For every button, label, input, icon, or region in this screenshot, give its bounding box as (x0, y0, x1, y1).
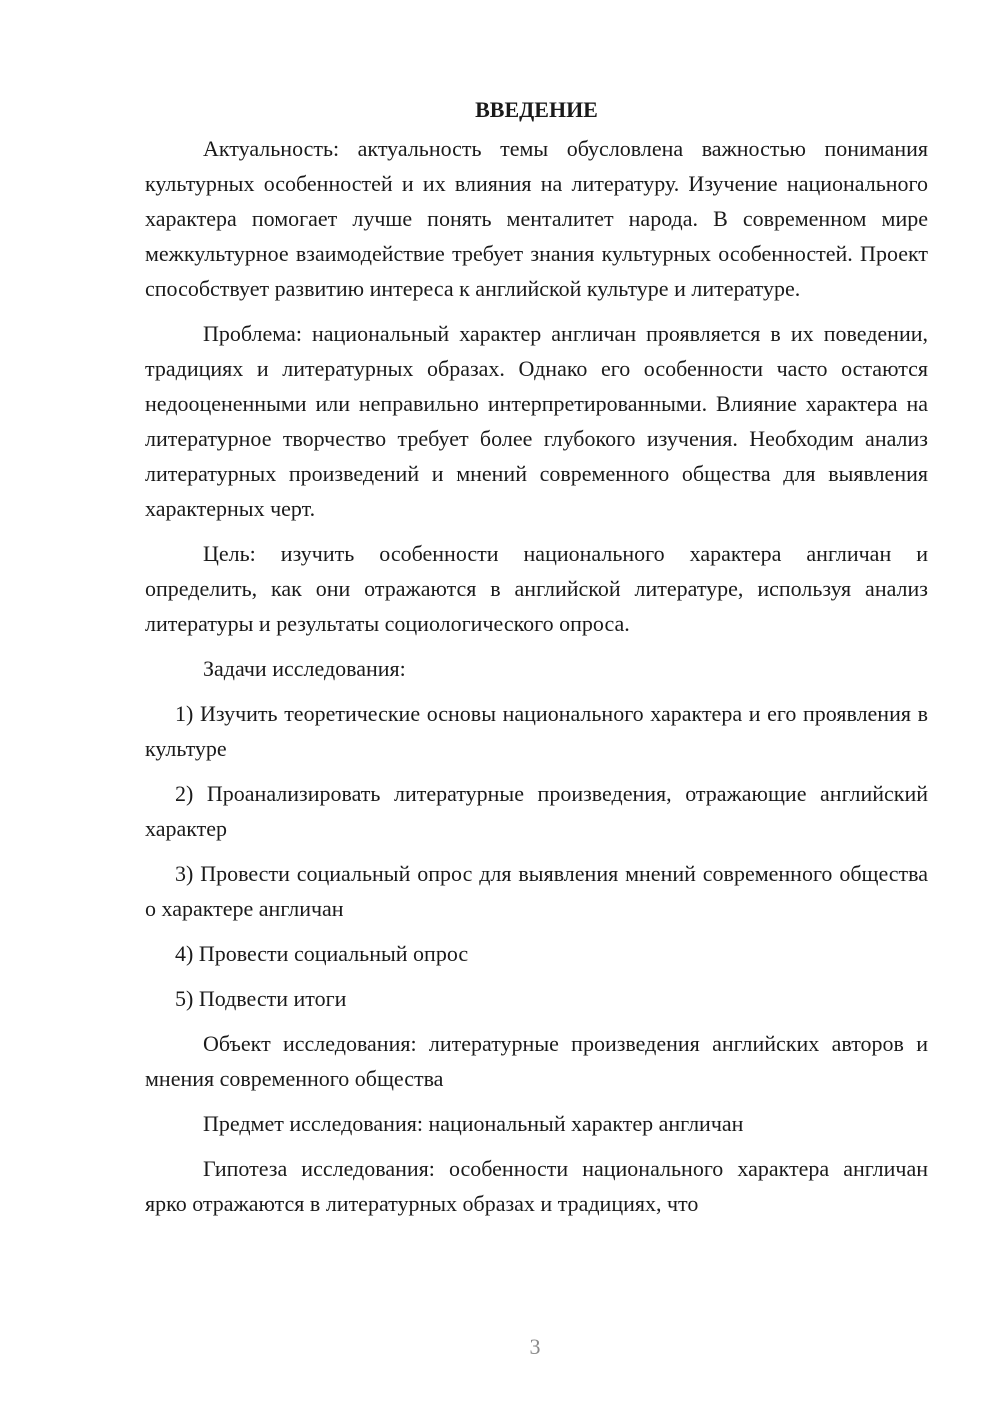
task-item-4: 4) Провести социальный опрос (175, 941, 469, 966)
paragraph-hypothesis: Гипотеза исследования: особенности национального характера англичан ярко отражаются в литературных образах и традициях, что (145, 1156, 928, 1216)
paragraph-relevance: Актуальность: актуальность темы обусловлена важностью понимания культурных особенностей и их влияния на литературу. Изучение национального характера помогает лучше понять менталитет народа. В современном мире межкультурное взаимодействие требует знания культурных особенностей. Проект способствует развитию интереса к английской культуре и литературе. (145, 136, 928, 301)
section-heading: ВВЕДЕНИЕ (475, 97, 598, 122)
paragraph-object: Объект исследования: литературные произведения английских авторов и мнения современного общества (145, 1031, 928, 1091)
task-item-3: 3) Провести социальный опрос для выявления мнений современного общества о характере англичан (145, 861, 928, 921)
page-content (145, 92, 928, 1231)
paragraph-problem: Проблема: национальный характер англичан проявляется в их поведении, традициях и литературных образах. Однако его особенности часто остаются недооцененными или неправильно интерпретированными. Влияние характера на литературное творчество требует более глубокого изучения. Необходим анализ литературных произведений и мнений современного общества для выявления характерных черт. (145, 321, 928, 521)
page-number: 3 (529, 1334, 541, 1359)
paragraph-goal: Цель: изучить особенности национального характера англичан и определить, как они отражаются в английской литературе, используя анализ литературы и результаты социологического опроса. (145, 541, 928, 636)
tasks-title: Задачи исследования: (203, 656, 406, 681)
paragraph-subject: Предмет исследования: национальный характер англичан (203, 1111, 744, 1136)
task-item-2: 2) Проанализировать литературные произведения, отражающие английский характер (145, 781, 928, 841)
task-item-5: 5) Подвести итоги (175, 986, 347, 1011)
task-item-1: 1) Изучить теоретические основы национального характера и его проявления в культуре (145, 701, 928, 761)
